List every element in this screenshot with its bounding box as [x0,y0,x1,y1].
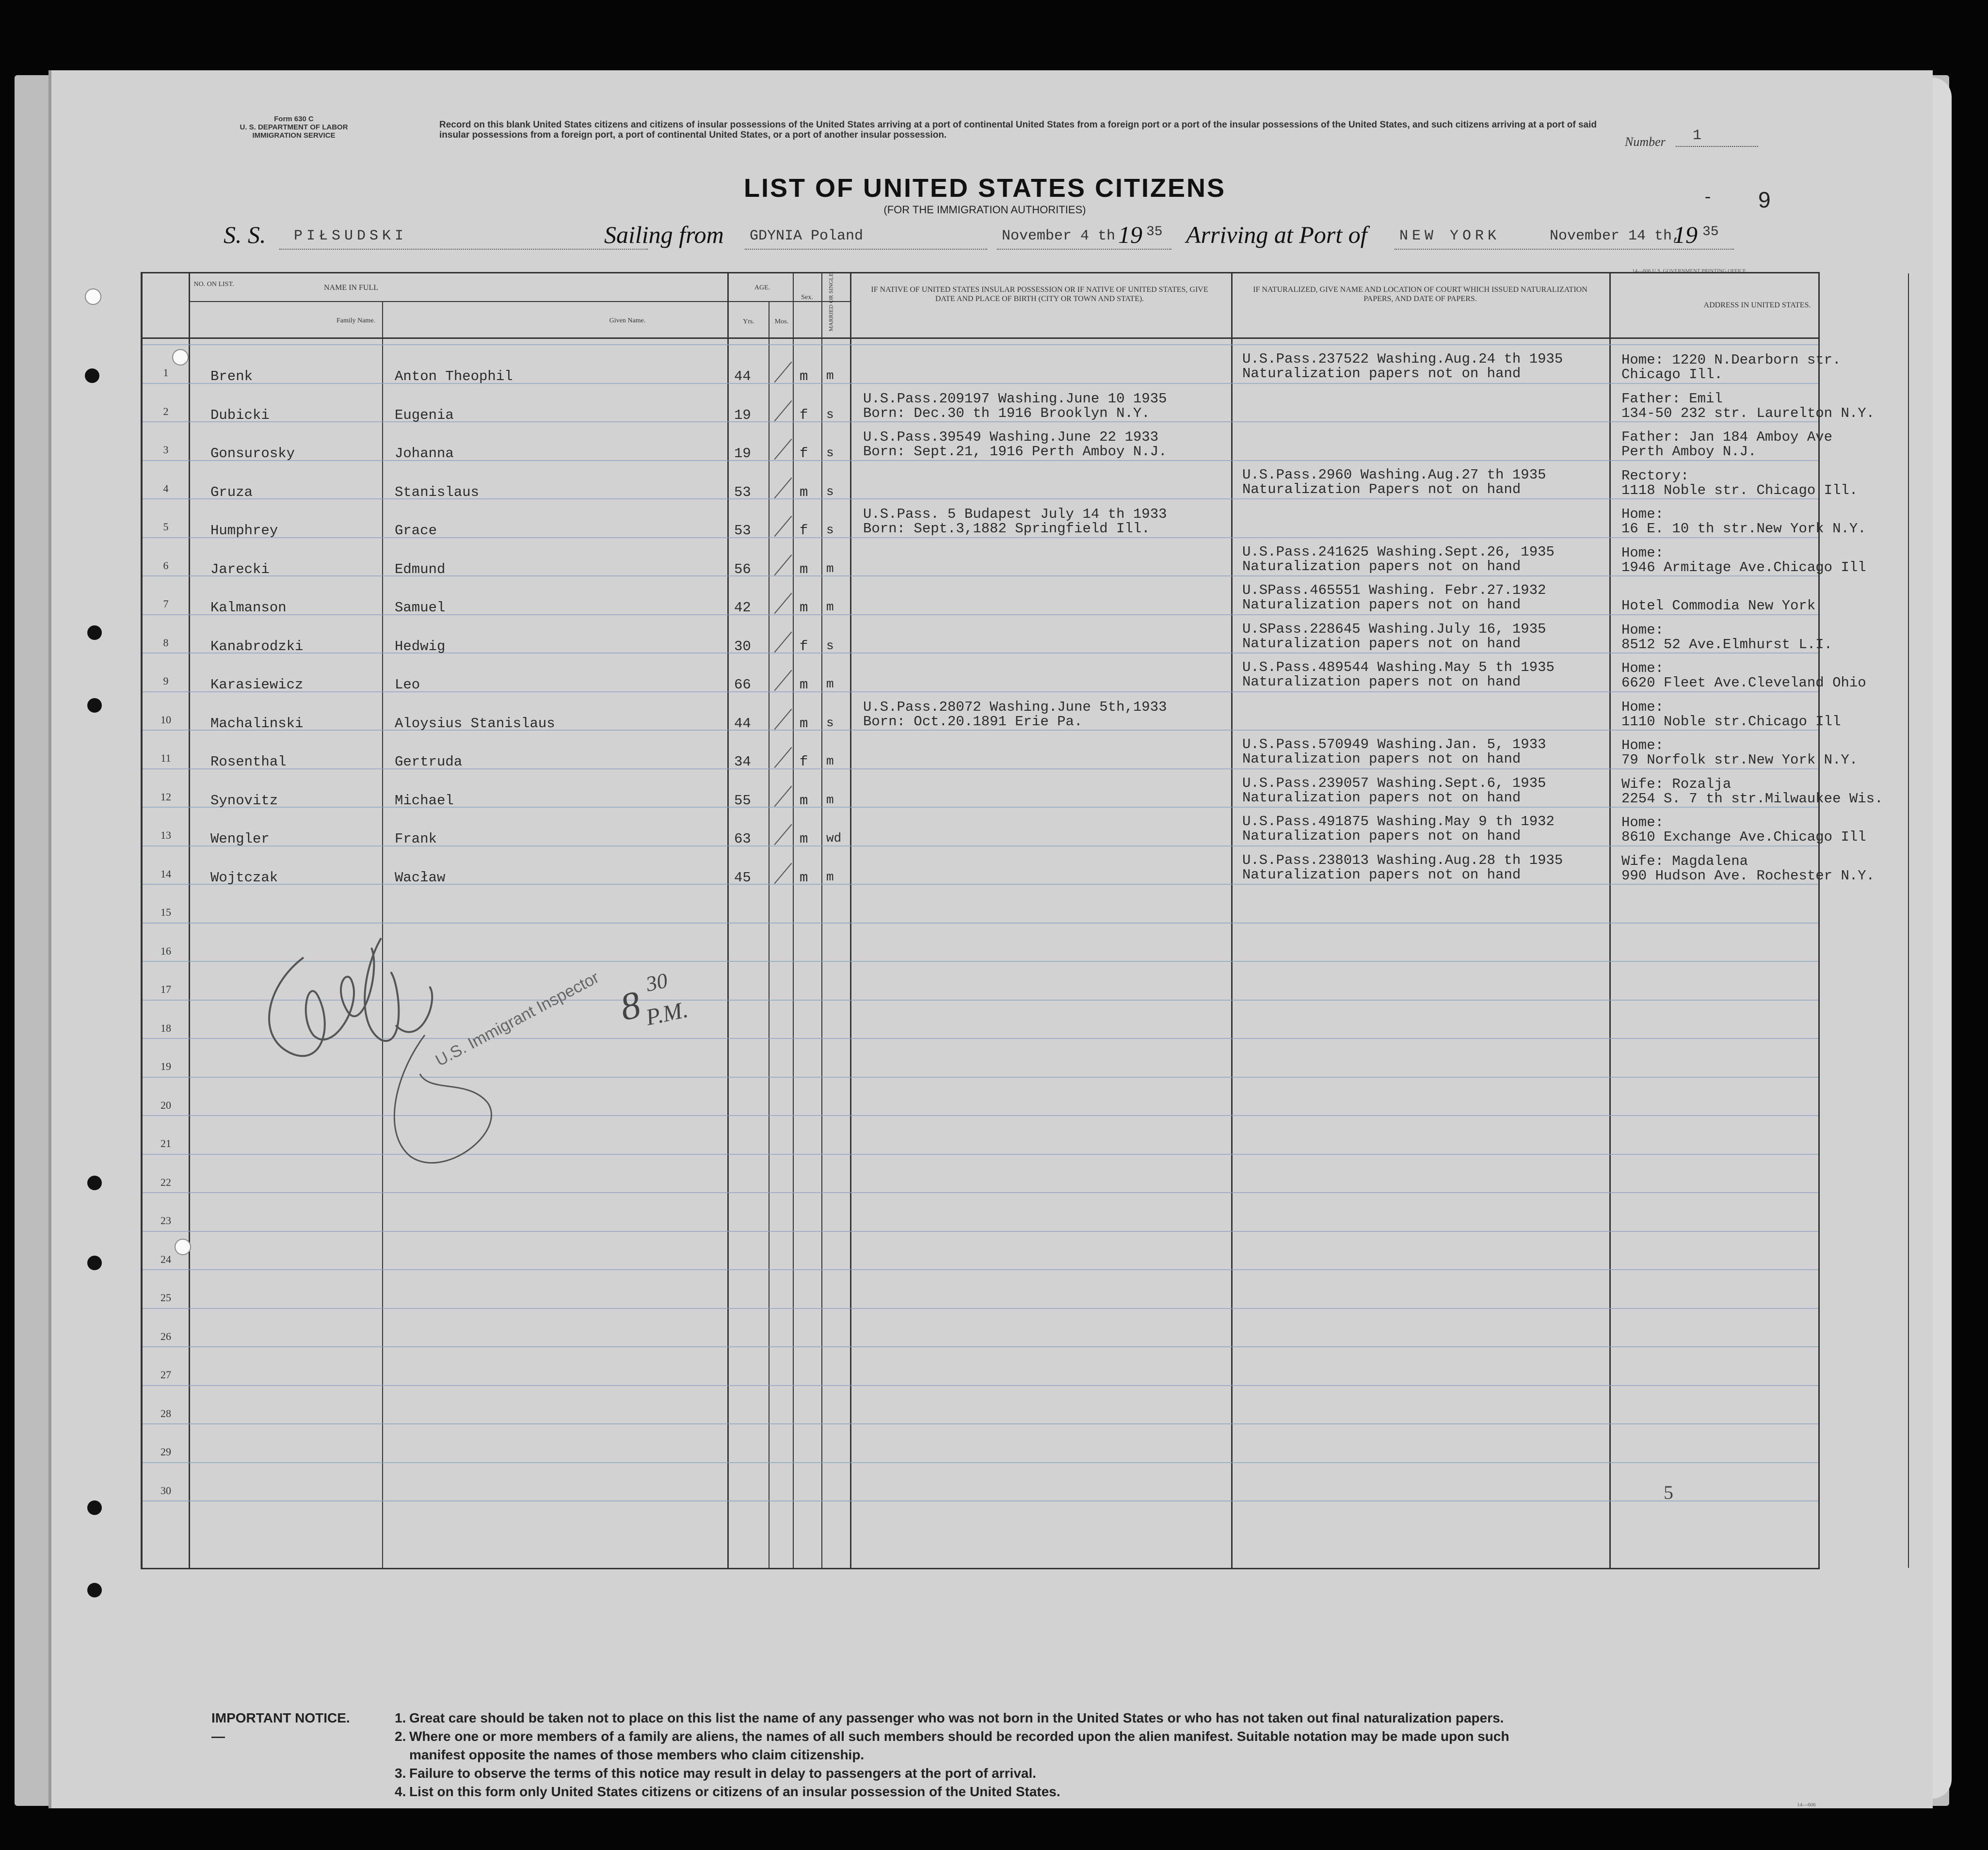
check-mark [774,439,792,460]
binder-hole [175,1239,191,1255]
notice-item [395,1727,1509,1746]
marital-status: m [826,792,834,807]
check-mark [774,593,792,614]
age-years: 53 [734,484,751,500]
naturalization-papers: Naturalization papers not on hand [1242,597,1521,613]
age-years: 19 [734,407,751,423]
naturalization-papers: Naturalization papers not on hand [1242,674,1521,690]
given-name: Anton Theophil [395,368,513,384]
address-line-1: Home: [1621,622,1664,638]
record-note: Record on this blank United States citizens and citizens of insular possessions of the United States arriving at a port of continental United States from a foreign port or a port of the insular possessions of the United States, and such citizens arriving at a port of said insular possessions from a foreign port, a port of continental United States, or a port of another insular possession. [439,120,1597,140]
row-number: 10 [160,713,171,726]
number-label: Number [1625,135,1666,149]
naturalization-papers: Naturalization papers not on hand [1242,366,1521,382]
row-rule [143,537,1818,538]
sex: m [800,869,808,886]
row-rule [143,498,1818,499]
row-rule [143,730,1818,731]
family-name: Jarecki [210,561,270,577]
given-name: Michael [395,792,454,809]
row-number: 13 [160,829,171,841]
header-age: AGE. [754,284,770,291]
col-divider [1231,273,1233,1568]
notice-item-number: 3. [395,1766,406,1781]
sex: f [800,407,808,423]
row-rule [143,1423,1818,1424]
age-years: 45 [734,869,751,886]
row-number: 16 [160,944,171,957]
birth-passport: U.S.Pass.39549 Washing.June 22 1933 [863,429,1159,445]
address-line-2: 1118 Noble str. Chicago Ill. [1621,482,1858,498]
page-dash: - [1705,186,1711,206]
notice-item [395,1783,1060,1801]
check-mark [774,708,792,729]
row-rule [143,344,1818,345]
binder-hole [87,1583,102,1597]
given-name: Aloysius Stanislaus [395,715,555,732]
given-name: Gertruda [395,754,463,770]
address-line-2: 16 E. 10 th str.New York N.Y. [1621,521,1866,537]
address-line-2: 1110 Noble str.Chicago Ill [1621,713,1841,730]
marital-status: wd [826,831,842,845]
birth-passport: U.S.Pass.28072 Washing.June 5th,1933 [863,699,1167,715]
given-name: Hedwig [395,638,446,654]
departure-date: November 4 th [1002,228,1116,244]
inspector-stamp: U.S. Immigrant Inspector [432,968,602,1070]
marital-status: s [826,638,834,653]
row-number: 6 [163,559,169,572]
naturalization-passport: U.S.Pass.238013 Washing.Aug.28 th 1935 [1242,852,1563,868]
binder-hole [87,625,102,640]
manifest-page [48,70,1933,1808]
birth-place: Born: Sept.21, 1916 Perth Amboy N.J. [863,444,1167,460]
row-number: 19 [160,1060,171,1072]
family-name: Kalmanson [210,600,287,616]
header-subline [189,301,850,302]
address-line-2: Perth Amboy N.J. [1621,444,1757,460]
address-line-1: Home: 1220 N.Dearborn str. [1621,352,1841,368]
age-years: 34 [734,754,751,770]
family-name: Machalinski [210,715,304,732]
naturalization-papers: Naturalization papers not on hand [1242,866,1521,883]
address-line-2: Hotel Commodia New York [1621,598,1816,614]
check-mark [774,785,792,806]
sex: m [800,600,808,616]
row-rule [143,460,1818,461]
col-divider [1908,273,1909,1568]
header-yrs: Yrs. [743,318,754,325]
sex: m [800,831,808,847]
notice-item-number: 1. [395,1710,406,1725]
marital-status: m [826,677,834,691]
notice-item-text: List on this form only United States citizens or citizens of an insular possession of the United States. [409,1784,1060,1799]
sailing-from: GDYNIA Poland [750,228,864,244]
row-number: 15 [160,906,171,918]
naturalization-passport: U.SPass.465551 Washing. Febr.27.1932 [1242,582,1546,598]
family-name: Kanabrodzki [210,638,304,654]
binder-hole [87,1176,102,1190]
naturalization-passport: U.S.Pass.489544 Washing.May 5 th 1935 [1242,659,1555,675]
sex: m [800,677,808,693]
sex: m [800,484,808,500]
birth-passport: U.S.Pass. 5 Budapest July 14 th 1933 [863,506,1167,522]
departure-line [997,249,1171,250]
form-number: Form 630 C [274,115,314,123]
given-name: Samuel [395,600,446,616]
row-number: 28 [160,1407,171,1419]
row-rule [143,1231,1818,1232]
row-rule [143,614,1818,615]
naturalization-passport: U.S.Pass.237522 Washing.Aug.24 th 1935 [1242,351,1563,367]
family-name: Wojtczak [210,869,278,886]
age-years: 53 [734,523,751,539]
header-naturalized: IF NATURALIZED, GIVE NAME AND LOCATION OF COURT WHICH ISSUED NATURALIZATION PAPERS, AND DATE OF PAPERS. [1253,286,1587,303]
family-name: Synovitz [210,792,278,809]
marital-status: s [826,407,834,422]
check-mark [774,862,792,883]
row-number: 26 [160,1330,171,1342]
address-line-1: Home: [1621,814,1664,830]
row-rule [143,768,1818,769]
header-married: MARRIED OR SINGLE. [827,271,834,332]
address-line-2: Chicago Ill. [1621,367,1723,383]
address-line-1: Father: Jan 184 Amboy Ave [1621,429,1833,445]
age-years: 19 [734,446,751,462]
col-divider [1609,273,1611,1568]
notice-item-number: 2. [395,1729,406,1744]
row-number: 21 [160,1137,171,1149]
binder-hole [87,1500,102,1515]
row-number: 23 [160,1214,171,1227]
age-years: 56 [734,561,751,577]
row-number: 14 [160,867,171,880]
arrival-date: November 14 th, [1550,228,1681,244]
col-divider [727,273,729,1568]
age-years: 44 [734,368,751,384]
header-given-name: Given Name. [609,317,646,324]
ss-label: S. S. [224,221,266,248]
row-number: 4 [163,482,169,494]
address-line-2: 6620 Fleet Ave.Cleveland Ohio [1621,675,1866,691]
check-mark [774,400,792,421]
row-rule [143,383,1818,384]
sex: f [800,523,808,539]
marital-status: m [826,600,834,614]
address-line-1: Father: Emil [1621,390,1723,407]
row-rule [143,1308,1818,1309]
address-line-1: Rectory: [1621,467,1689,484]
age-years: 30 [734,638,751,654]
check-mark [774,631,792,652]
naturalization-papers: Naturalization papers not on hand [1242,751,1521,767]
form-info [192,115,396,140]
birth-passport: U.S.Pass.209197 Washing.June 10 1935 [863,390,1167,407]
address-line-1: Wife: Magdalena [1621,853,1748,869]
row-rule [143,1462,1818,1463]
marital-status: m [826,754,834,768]
row-rule [143,421,1818,422]
notice-item-text: Failure to observe the terms of this notice may result in delay to passengers at the port of arrival. [409,1766,1037,1781]
check-mark [774,516,792,537]
naturalization-papers: Naturalization papers not on hand [1242,635,1521,652]
family-name: Dubicki [210,407,270,423]
notice-label: IMPORTANT NOTICE.— [211,1710,350,1744]
naturalization-papers: Naturalization Papers not on hand [1242,481,1521,497]
number-line [1676,146,1758,147]
naturalization-passport: U.S.Pass.239057 Washing.Sept.6, 1935 [1242,775,1546,791]
marital-status: m [826,869,834,884]
stray-mark: 5 [1664,1482,1673,1503]
ship-line [279,249,648,250]
notice-item [395,1764,1037,1783]
check-mark [774,824,792,845]
address-line-1: Home: [1621,660,1664,676]
marital-status: s [826,446,834,460]
check-mark [774,747,792,768]
row-number: 25 [160,1292,171,1304]
sex: m [800,792,808,809]
header-name-in-full: NAME IN FULL [324,284,378,292]
naturalization-passport: U.S.Pass.570949 Washing.Jan. 5, 1933 [1242,736,1546,752]
check-mark [774,477,792,498]
row-number: 11 [160,752,171,764]
time-hour: 8 [616,983,644,1029]
address-line-1: Home: [1621,737,1664,753]
ship-name: PIŁSUDSKI [294,228,408,244]
row-rule [143,691,1818,692]
row-rule [143,923,1818,924]
row-number: 7 [163,598,169,610]
address-line-2: 2254 S. 7 th str.Milwaukee Wis. [1621,790,1883,807]
col-divider [821,273,822,1568]
notice-item-text: manifest opposite the names of those members who claim citizenship. [409,1747,865,1762]
row-rule [143,845,1818,846]
arrival-year-prefix: 19 [1673,221,1698,248]
header-mos: Mos. [774,318,789,325]
row-number: 17 [160,983,171,995]
given-name: Frank [395,831,437,847]
given-name: Leo [395,677,420,693]
address-line-2: 134-50 232 str. Laurelton N.Y. [1621,405,1875,421]
binder-hole [172,349,189,366]
row-number: 12 [160,790,171,803]
check-mark [774,670,792,691]
notice-item-text: Great care should be taken not to place on this list the name of any passenger who was not born in the United States or who has not taken out final naturalization papers. [409,1710,1504,1725]
family-name: Gonsurosky [210,446,295,462]
department: U. S. DEPARTMENT OF LABOR [240,123,348,131]
row-rule [143,1269,1818,1270]
col-divider [189,273,190,1568]
age-years: 63 [734,831,751,847]
sex: f [800,638,808,654]
row-number: 5 [163,521,169,533]
address-line-2: 990 Hudson Ave. Rochester N.Y. [1621,867,1875,884]
row-rule [143,884,1818,885]
marital-status: s [826,484,834,499]
sex: m [800,368,808,384]
sex: m [800,561,808,577]
birth-place: Born: Oct.20.1891 Erie Pa. [863,713,1083,730]
col-divider [850,273,851,1568]
naturalization-papers: Naturalization papers not on hand [1242,828,1521,844]
notice-item [409,1746,864,1764]
binder-hole [85,368,99,383]
given-name: Stanislaus [395,484,480,500]
address-line-2: 8610 Exchange Ave.Chicago Ill [1621,829,1866,845]
row-rule [143,1500,1818,1501]
row-rule [143,807,1818,808]
departure-year: 35 [1146,224,1163,239]
service: IMMIGRATION SERVICE [252,131,336,140]
family-name: Wengler [210,831,270,847]
from-line [745,249,987,250]
naturalization-papers: Naturalization papers not on hand [1242,558,1521,574]
age-years: 42 [734,600,751,616]
family-name: Humphrey [210,523,278,539]
arriving-label: Arriving at Port of [1186,221,1367,248]
given-name: Edmund [395,561,446,577]
address-line-1: Wife: Rozalja [1621,776,1731,792]
header-no: NO. ON LIST. [193,281,234,288]
sex: f [800,754,808,770]
given-name: Eugenia [395,407,454,423]
marital-status: m [826,561,834,576]
age-years: 55 [734,792,751,809]
family-name: Karasiewicz [210,677,304,693]
row-number: 30 [160,1484,171,1497]
header-address: ADDRESS IN UNITED STATES. [1703,301,1811,309]
col-divider [793,273,794,1568]
marital-status: s [826,715,834,730]
naturalization-passport: U.S.Pass.2960 Washing.Aug.27 th 1935 [1242,466,1546,483]
arrival-line [1395,249,1734,250]
header-separator [143,337,1818,339]
address-line-1: Home: [1621,506,1664,522]
notice-item-text: Where one or more members of a family are aliens, the names of all such members should be recorded upon the alien manifest. Suitable notation may be made upon such [409,1729,1509,1744]
row-number: 24 [160,1253,171,1265]
family-name: Gruza [210,484,253,500]
sex: m [800,715,808,732]
row-number: 8 [163,636,169,649]
sailing-label: Sailing from [604,221,724,248]
family-name: Rosenthal [210,754,287,770]
departure-year-prefix: 19 [1118,221,1142,248]
address-line-2: 1946 Armitage Ave.Chicago Ill [1621,559,1866,575]
page-title: LIST OF UNITED STATES CITIZENS [744,174,1226,203]
row-rule [143,653,1818,654]
given-name: Grace [395,523,437,539]
header-sex: Sex. [801,294,813,301]
binder-hole [87,1256,102,1270]
time-ampm: P.M. [643,996,690,1031]
arrival-year: 35 [1702,224,1719,239]
inspector-signature [236,928,769,1200]
notice-item [395,1709,1504,1727]
header-family-name: Family Name. [336,317,376,324]
naturalization-passport: U.SPass.228645 Washing.July 16, 1935 [1242,621,1546,637]
arrival-port: NEW YORK [1399,228,1501,244]
row-number: 20 [160,1099,171,1111]
row-number: 2 [163,405,169,417]
age-years: 44 [734,715,751,732]
row-number: 1 [163,367,169,379]
footer-code: 14—606 [1797,1802,1816,1808]
address-line-1: Home: [1621,544,1664,561]
check-mark [774,362,792,383]
family-name: Brenk [210,368,253,384]
check-mark [774,554,792,575]
naturalization-passport: U.S.Pass.491875 Washing.May 9 th 1932 [1242,813,1555,829]
page-subtitle: (FOR THE IMMIGRATION AUTHORITIES) [883,204,1086,216]
page-number: 9 [1758,187,1771,212]
row-rule [143,1346,1818,1347]
birth-place: Born: Sept.3,1882 Springfield Ill. [863,521,1150,537]
given-name: Johanna [395,446,454,462]
number-value: 1 [1693,128,1702,144]
address-line-2: 79 Norfolk str.New York N.Y. [1621,752,1858,768]
row-number: 3 [163,444,169,456]
birth-place: Born: Dec.30 th 1916 Brooklyn N.Y. [863,405,1150,421]
row-number: 27 [160,1369,171,1381]
row-rule [143,575,1818,576]
notice-item-number: 4. [395,1784,406,1799]
row-number: 22 [160,1176,171,1188]
marital-status: s [826,523,834,537]
given-name: Wacław [395,869,446,886]
address-line-1: Home: [1621,699,1664,715]
time-minutes: 30 [643,968,670,996]
binder-hole [85,288,101,305]
marital-status: m [826,368,834,383]
header-native: IF NATIVE OF UNITED STATES INSULAR POSSESSION OR IF NATIVE OF UNITED STATES, GIVE DATE AND PLACE OF BIRTH (CITY OR TOWN AND STATE). [871,286,1208,303]
sex: f [800,446,808,462]
age-years: 66 [734,677,751,693]
naturalization-passport: U.S.Pass.241625 Washing.Sept.26, 1935 [1242,543,1555,560]
row-number: 29 [160,1446,171,1458]
printing-note: 14—606 U.S. GOVERNMENT PRINTING OFFICE [1632,268,1747,274]
row-number: 9 [163,675,169,687]
row-number: 18 [160,1021,171,1034]
binder-hole [87,698,102,713]
naturalization-papers: Naturalization papers not on hand [1242,789,1521,806]
row-rule [143,1385,1818,1386]
address-line-2: 8512 52 Ave.Elmhurst L.I. [1621,636,1833,653]
